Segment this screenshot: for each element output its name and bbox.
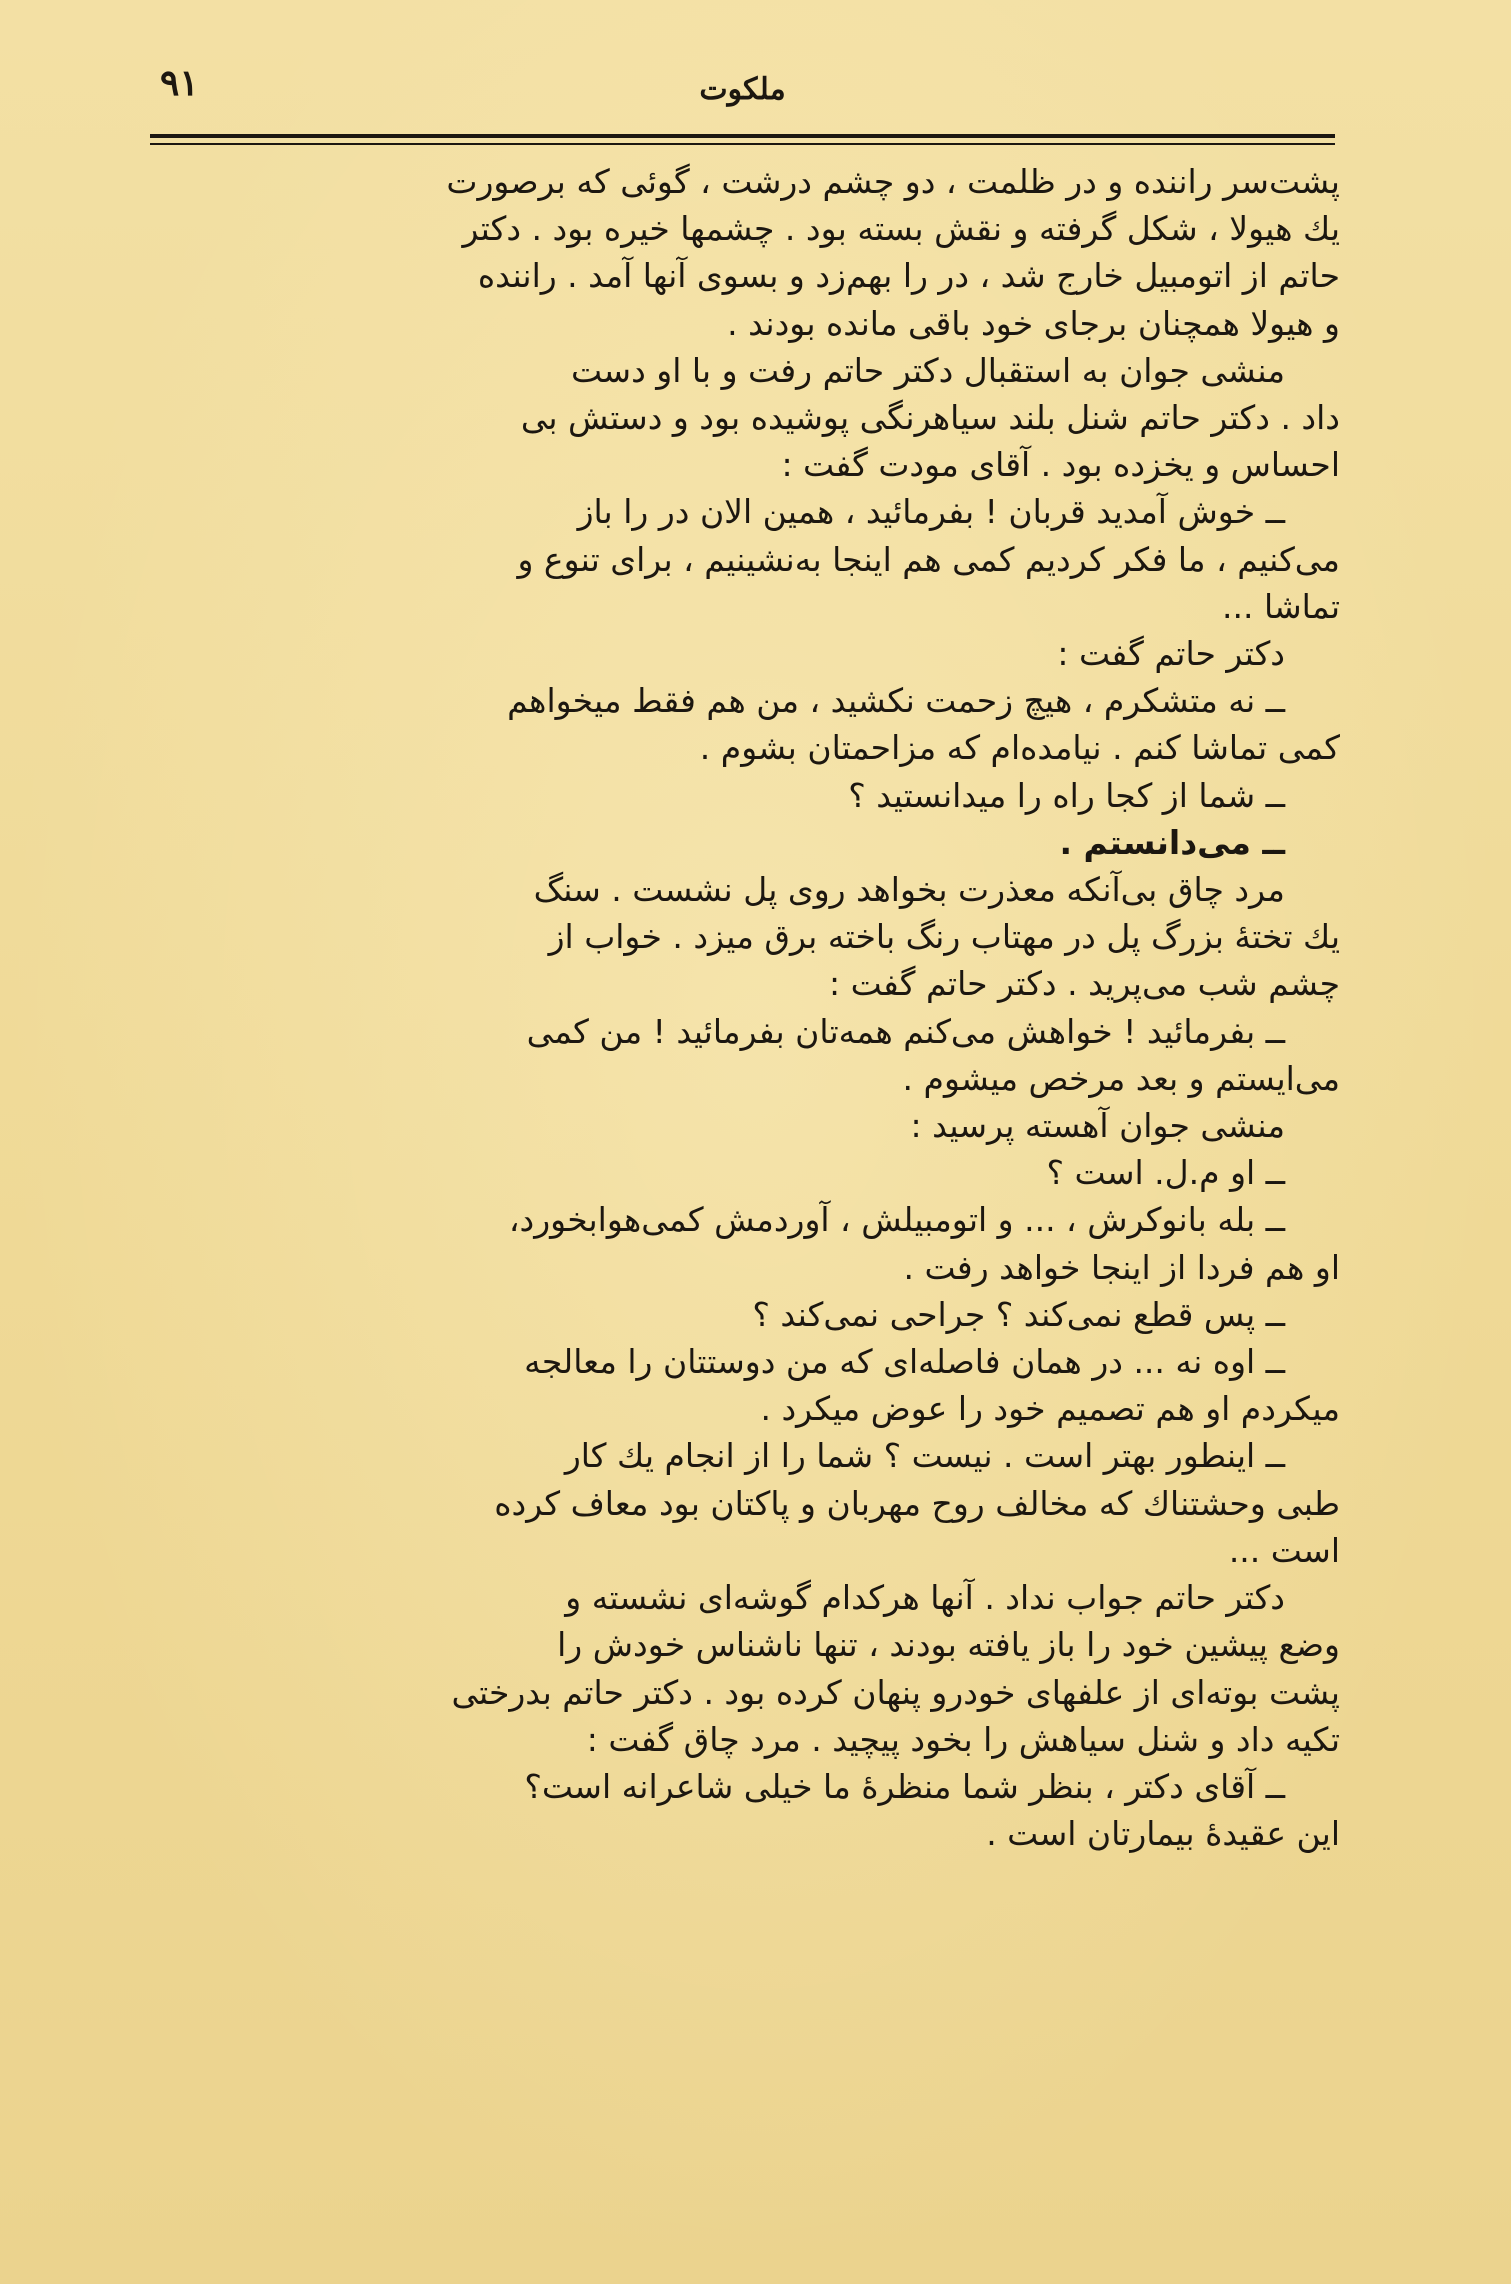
dialogue-line: ــ می‌دانستم . xyxy=(1059,822,1285,862)
text-line: منشی جوان به استقبال دکتر حاتم رفت و با او دست xyxy=(571,350,1285,390)
text-line: او هم فردا از اینجا خواهد رفت . xyxy=(903,1247,1340,1287)
text-line: منشی جوان آهسته پرسید : xyxy=(910,1106,1285,1146)
text-line: است ... xyxy=(1228,1530,1340,1570)
text-line: طبی وحشتناك که مخالف روح مهربان و پاکتان بود معاف کرده xyxy=(494,1483,1340,1523)
dialogue-line: ــ اوه نه ... در همان فاصله‌ای که من دوستتان را معالجه xyxy=(524,1342,1285,1382)
dialogue-line: ــ او م.ل. است ؟ xyxy=(1046,1153,1285,1193)
text-line: پشت‌سر راننده و در ظلمت ، دو چشم درشت ، گوئی که برصورت xyxy=(446,162,1340,201)
header-rule-thick xyxy=(150,134,1335,138)
text-line: پشت بوته‌ای از علفهای خودرو پنهان کرده بود . دکتر حاتم بدرختی xyxy=(451,1672,1340,1712)
text-line: تماشا ... xyxy=(1222,586,1340,626)
page-number: ۹۱ xyxy=(160,62,199,104)
text-line: این عقیدهٔ بیمارتان است . xyxy=(986,1814,1340,1854)
text-line: وضع پیشین خود را باز یافته بودند ، تنها ناشناس خودش را xyxy=(557,1625,1340,1665)
dialogue-line: ــ پس قطع نمی‌کند ؟ جراحی نمی‌کند ؟ xyxy=(752,1294,1285,1334)
text-line: می‌ایستم و بعد مرخص میشوم . xyxy=(902,1058,1340,1098)
dialogue-line: ــ اینطور بهتر است . نیست ؟ شما را از انجام یك کار xyxy=(564,1436,1285,1476)
text-line: داد . دکتر حاتم شنل بلند سیاهرنگی پوشیده بود و دستش بی xyxy=(520,398,1340,438)
text-line: میکردم او هم تصمیم خود را عوض میکرد . xyxy=(760,1389,1340,1429)
text-line: دکتر حاتم جواب نداد . آنها هرکدام گوشه‌ای نشسته و xyxy=(565,1578,1285,1618)
text-line: کمی تماشا کنم . نیامده‌ام که مزاحمتان بشوم . xyxy=(699,728,1340,768)
header-rule-thin xyxy=(150,143,1335,145)
text-line: یك تختهٔ بزرگ پل در مهتاب رنگ باخته برق میزد . خواب از xyxy=(548,917,1340,957)
text-line: تکیه داد و شنل سیاهش را بخود پیچید . مرد چاق گفت : xyxy=(586,1719,1340,1759)
text-line: و هیولا همچنان برجای خود باقی مانده بودند . xyxy=(727,303,1340,343)
dialogue-line: ــ نه متشکرم ، هیچ زحمت نکشید ، من هم فقط میخواهم xyxy=(507,681,1285,721)
text-line: دکتر حاتم گفت : xyxy=(1057,634,1285,674)
text-line: می‌کنیم ، ما فکر کردیم کمی هم اینجا به‌نشینیم ، برای تنوع و xyxy=(517,539,1340,579)
dialogue-line: ــ بله بانوکرش ، ... و اتومبیلش ، آوردمش کمی‌هوابخورد، xyxy=(508,1200,1285,1240)
text-line: حاتم از اتومبیل خارج شد ، در را بهم‌زد و بسوی آنها آمد . راننده xyxy=(477,256,1340,296)
text-line: یك هیولا ، شکل گرفته و نقش بسته بود . چشمها خیره بود . دکتر xyxy=(462,209,1340,249)
page-header xyxy=(150,60,1335,130)
dialogue-line: ــ بفرمائید ! خواهش می‌کنم همه‌تان بفرمائید ! من کمی xyxy=(526,1011,1285,1051)
dialogue-line: ــ شما از کجا راه را میدانستید ؟ xyxy=(848,775,1285,815)
body-text xyxy=(140,158,1340,1857)
text-line: چشم شب می‌پرید . دکتر حاتم گفت : xyxy=(829,964,1340,1004)
text-line: مرد چاق بی‌آنکه معذرت بخواهد روی پل نشست . سنگ xyxy=(533,870,1285,910)
dialogue-line: ــ آقای دکتر ، بنظر شما منظرهٔ ما خیلی شاعرانه است؟ xyxy=(524,1766,1285,1806)
dialogue-line: ــ خوش آمدید قربان ! بفرمائید ، همین الان در را باز xyxy=(577,492,1285,532)
running-title: ملکوت xyxy=(699,72,786,107)
text-line: احساس و یخزده بود . آقای مودت گفت : xyxy=(781,445,1340,485)
